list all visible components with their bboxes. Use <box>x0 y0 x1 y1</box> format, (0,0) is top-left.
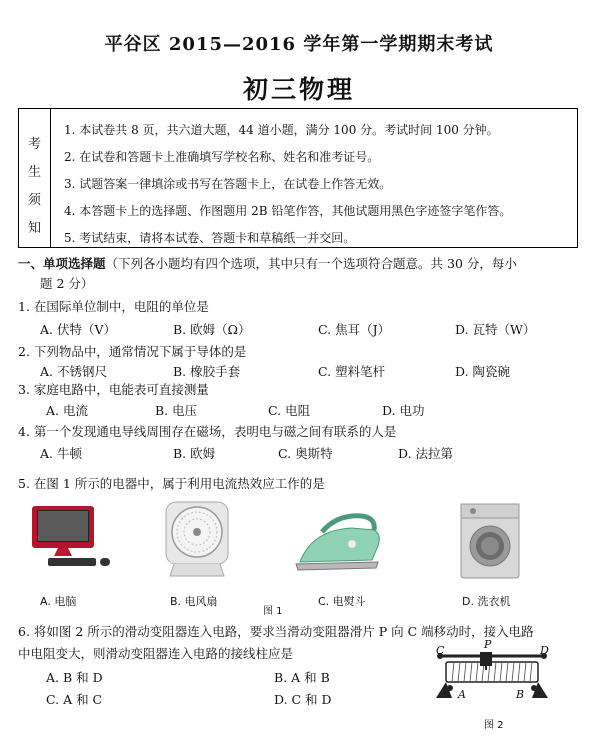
question-stem: 4. 第一个发现通电导线周围存在磁场，表明电与磁之间有联系的人是 <box>18 424 397 439</box>
option-a[interactable]: A. 不锈钢尺 <box>40 364 107 379</box>
question-stem: 6. 将如图 2 所示的滑动变阻器连入电路，要求当滑动变阻器滑片 P 向 C 端移动时，接入电路 <box>18 624 534 639</box>
notice-label-char: 考 <box>28 137 42 152</box>
subject-title: 初三物理 <box>242 75 355 104</box>
option-d[interactable]: D. 陶瓷碗 <box>455 364 511 379</box>
option-c[interactable]: C. A 和 C <box>46 692 103 707</box>
question-stem: 2. 下列物品中，通常情况下属于导体的是 <box>18 344 247 359</box>
iron-image <box>292 510 387 582</box>
slider-label-p: P <box>484 638 492 651</box>
option-b[interactable]: B. 欧姆（Ω） <box>173 322 251 337</box>
notice-label-char: 生 <box>28 165 42 180</box>
section-desc: （下列各小题均有四个选项，其中只有一个选项符合题意。共 30 分，每小 <box>105 256 517 271</box>
notice-item: 5. 考试结束，请将本试卷、答题卡和草稿纸一并交回。 <box>64 231 356 245</box>
section-heading-row <box>18 254 517 272</box>
figure2-caption: 图 2 <box>484 720 504 731</box>
option-c[interactable]: C. 电阻 <box>268 403 311 418</box>
fig1-caption-a[interactable]: A. 电脑 <box>40 595 77 608</box>
question-stem: 1. 在国际单位制中，电阻的单位是 <box>18 299 209 314</box>
fig1-caption-b[interactable]: B. 电风扇 <box>170 595 218 608</box>
question-stem: 5. 在图 1 所示的电器中，属于利用电流热效应工作的是 <box>18 476 325 491</box>
terminal-label-d: D <box>540 644 549 657</box>
question-stem-cont: 中电阻变大，则滑动变阻器连入电路的接线柱应是 <box>18 646 294 661</box>
fig1-caption-d[interactable]: D. 洗衣机 <box>462 595 511 608</box>
figure1-caption: 图 1 <box>263 606 283 617</box>
option-d[interactable]: D. 电功 <box>382 403 425 418</box>
option-d[interactable]: D. 瓦特（W） <box>455 322 536 337</box>
notice-label <box>19 109 51 247</box>
fan-image <box>160 498 235 584</box>
terminal-label-a: A <box>458 688 466 701</box>
fig1-caption-c[interactable]: C. 电熨斗 <box>318 595 366 608</box>
option-d[interactable]: D. 法拉第 <box>398 446 454 461</box>
option-a[interactable]: A. 牛顿 <box>40 446 82 461</box>
option-b[interactable]: B. 橡胶手套 <box>173 364 241 379</box>
option-a[interactable]: A. B 和 D <box>46 670 103 685</box>
option-d[interactable]: D. C 和 D <box>274 692 332 707</box>
candidate-notice-box <box>18 108 578 248</box>
option-a[interactable]: A. 电流 <box>46 403 88 418</box>
option-c[interactable]: C. 塑料笔杆 <box>318 364 386 379</box>
notice-item: 1. 本试卷共 8 页，共六道大题，44 道小题，满分 100 分。考试时间 100 分钟。 <box>64 123 499 137</box>
question-stem: 3. 家庭电路中，电能表可直接测量 <box>18 382 209 397</box>
section-heading: 一、单项选择题 <box>18 256 106 271</box>
notice-item: 3. 试题答案一律填涂或书写在答题卡上，在试卷上作答无效。 <box>64 177 392 191</box>
notice-item: 2. 在试卷和答题卡上准确填写学校名称、姓名和准考证号。 <box>64 150 380 164</box>
rheostat-figure <box>428 640 558 716</box>
washing-machine-image <box>455 500 525 586</box>
terminal-label-b: B <box>516 688 525 701</box>
notice-label-char: 须 <box>28 193 42 208</box>
exam-title: 平谷区 2015—2016 学年第一学期期末考试 <box>104 34 494 55</box>
option-b[interactable]: B. 欧姆 <box>173 446 216 461</box>
option-c[interactable]: C. 焦耳（J） <box>318 322 391 337</box>
option-b[interactable]: B. 电压 <box>155 403 198 418</box>
notice-item: 4. 本答题卡上的选择题、作图题用 2B 铅笔作答，其他试题用黑色字迹签字笔作答。 <box>64 204 512 218</box>
option-c[interactable]: C. 奥斯特 <box>278 446 333 461</box>
option-a[interactable]: A. 伏特（V） <box>40 322 117 337</box>
option-b[interactable]: B. A 和 B <box>274 670 330 685</box>
computer-image <box>28 500 123 579</box>
terminal-label-c: C <box>436 644 445 657</box>
section-desc-cont: 题 2 分） <box>40 276 94 291</box>
notice-label-char: 知 <box>28 221 42 236</box>
